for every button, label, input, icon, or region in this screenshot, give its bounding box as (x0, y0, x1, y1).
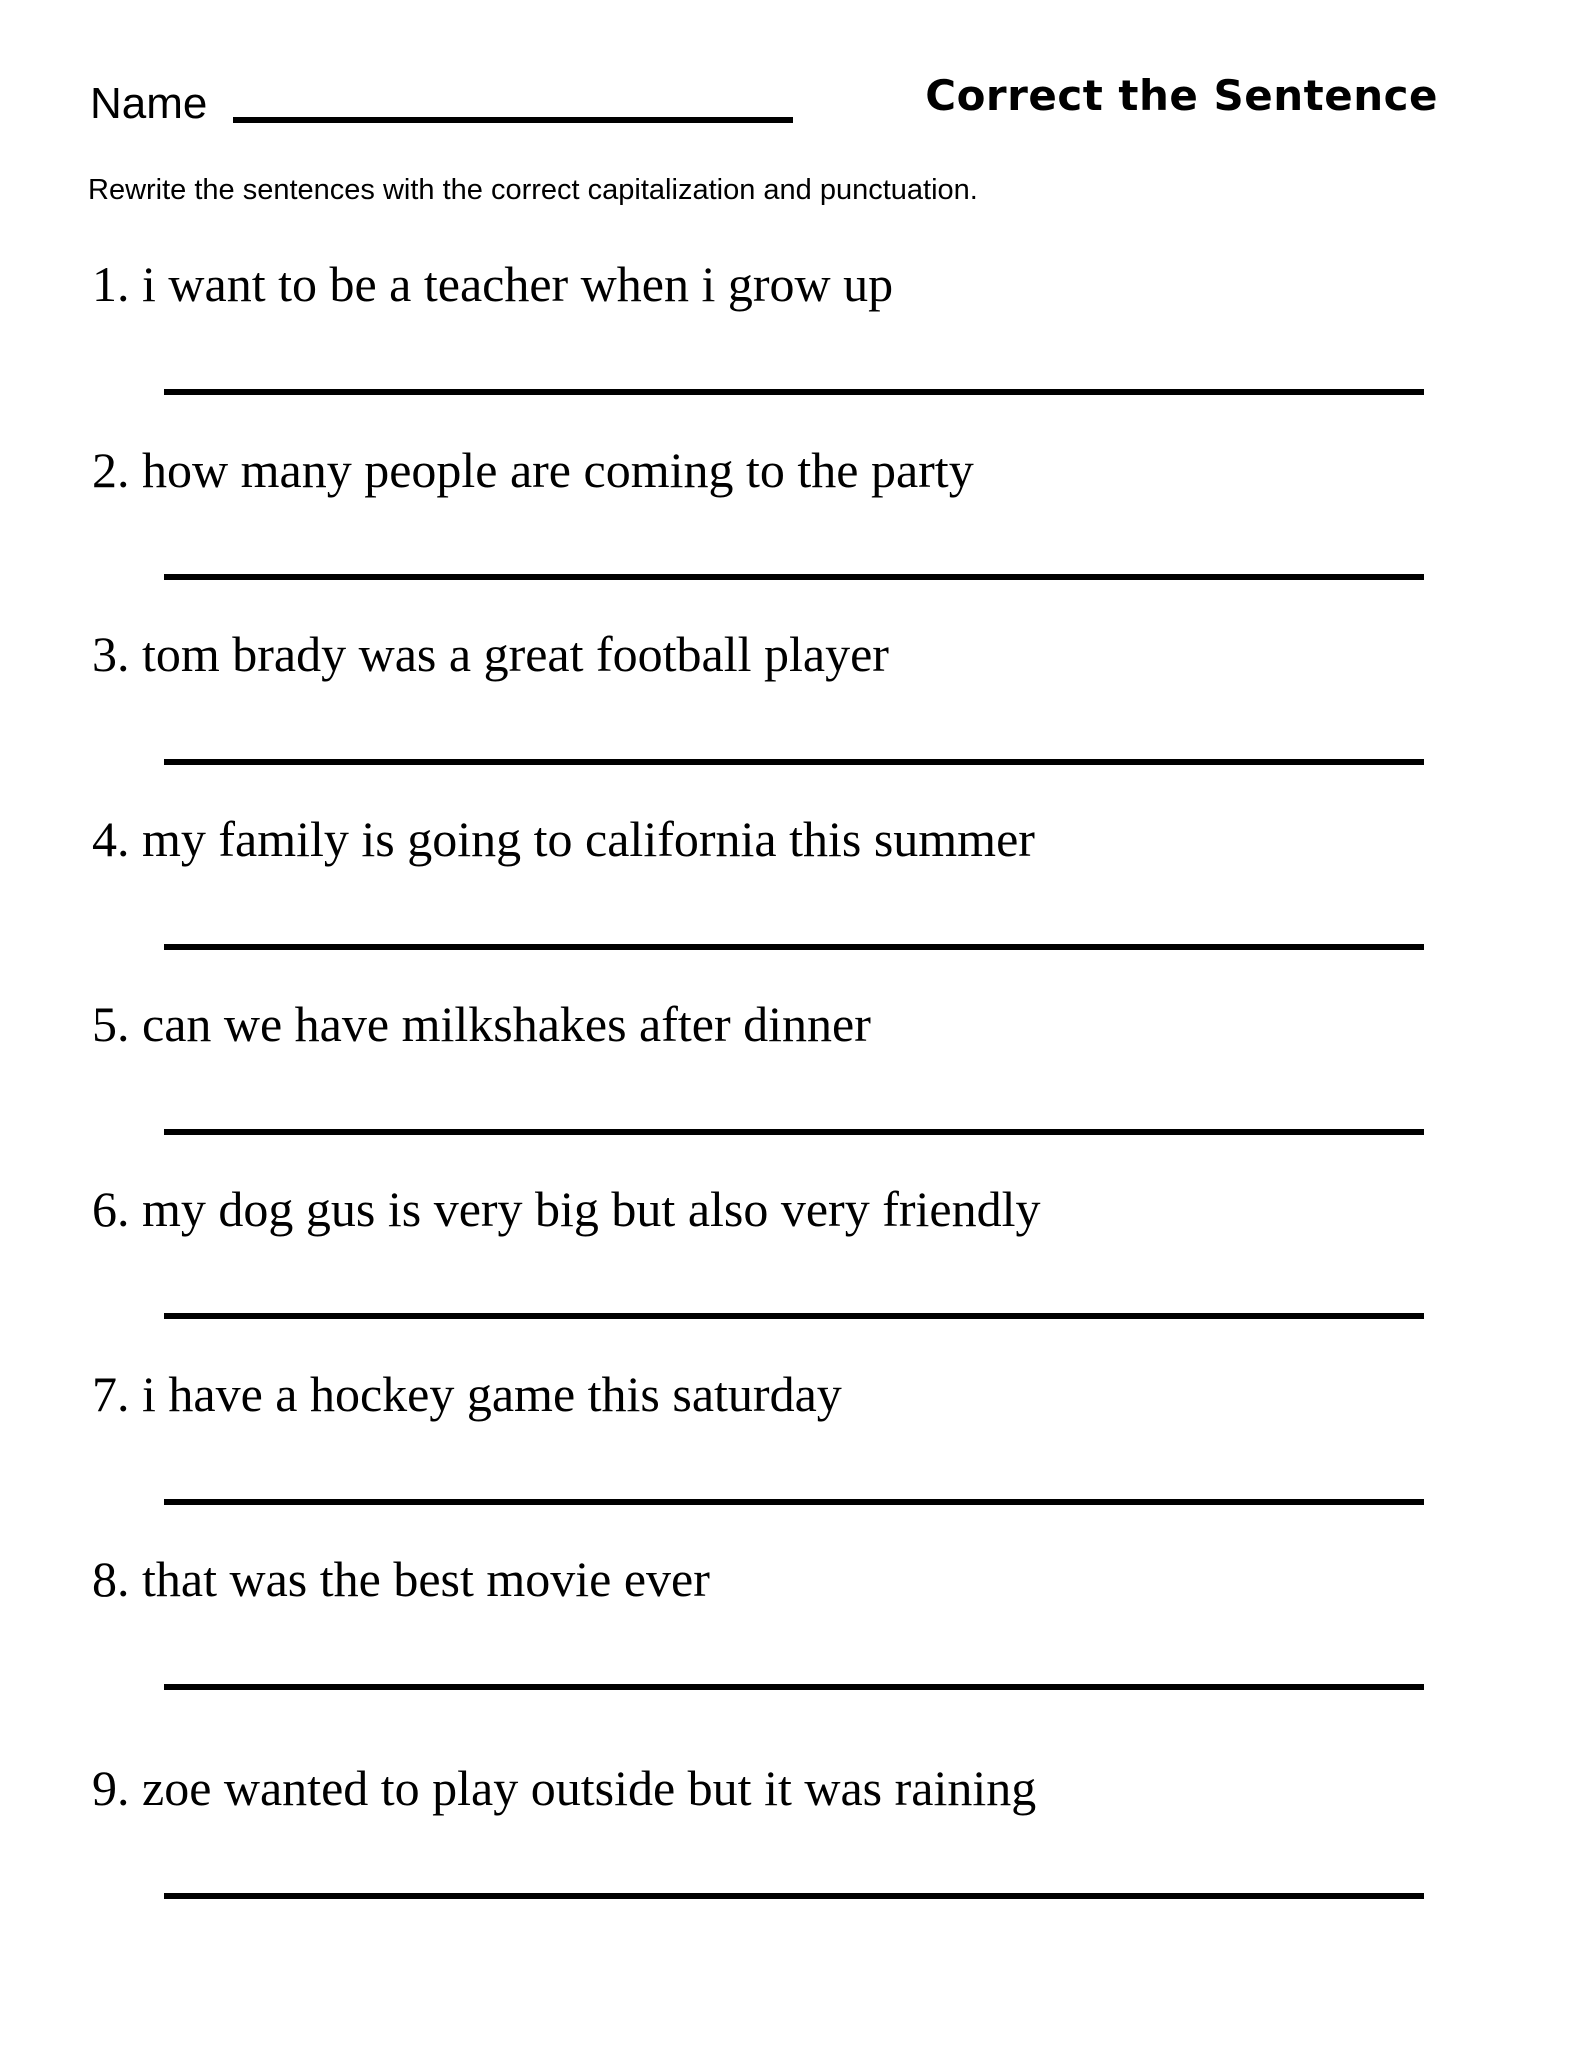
question-4: 4. my family is going to california this summer (92, 811, 1035, 867)
worksheet-title: Correct the Sentence (925, 71, 1438, 120)
answer-line-6[interactable] (164, 1313, 1424, 1319)
question-3: 3. tom brady was a great football player (92, 626, 889, 682)
answer-line-3[interactable] (164, 759, 1424, 765)
question-6: 6. my dog gus is very big but also very friendly (92, 1181, 1041, 1237)
question-2: 2. how many people are coming to the party (92, 442, 974, 498)
answer-line-1[interactable] (164, 389, 1424, 395)
question-8: 8. that was the best movie ever (92, 1551, 710, 1607)
answer-line-8[interactable] (164, 1684, 1424, 1690)
name-input-line[interactable] (233, 117, 793, 123)
question-7: 7. i have a hockey game this saturday (92, 1366, 842, 1422)
question-5: 5. can we have milkshakes after dinner (92, 996, 871, 1052)
answer-line-9[interactable] (164, 1893, 1424, 1899)
answer-line-7[interactable] (164, 1499, 1424, 1505)
answer-line-5[interactable] (164, 1129, 1424, 1135)
answer-line-2[interactable] (164, 574, 1424, 580)
name-label: Name (90, 79, 208, 128)
question-9: 9. zoe wanted to play outside but it was raining (92, 1760, 1037, 1816)
answer-line-4[interactable] (164, 944, 1424, 950)
question-1: 1. i want to be a teacher when i grow up (92, 256, 894, 312)
instructions: Rewrite the sentences with the correct capitalization and punctuation. (88, 174, 978, 206)
